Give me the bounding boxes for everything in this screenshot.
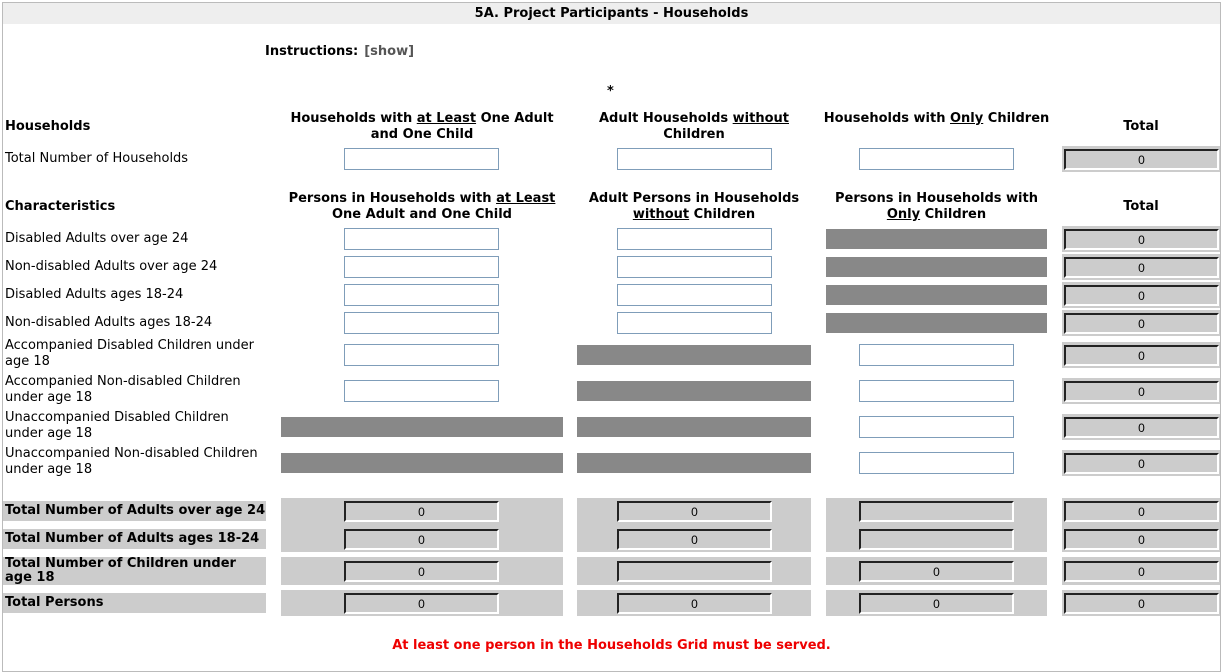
characteristic-row-2-input-col1[interactable]: [344, 256, 499, 278]
header-text: Children: [689, 207, 756, 222]
characteristic-row-1-total-value: [1064, 229, 1219, 250]
characteristic-row-8-input-col3[interactable]: [859, 452, 1014, 474]
characteristic-row-5-label: Accompanied Disabled Children under age 18: [5, 338, 254, 369]
header-text: Households with: [823, 111, 950, 126]
totals-row-1-col3: [859, 501, 1014, 522]
characteristic-row-1-input-col1[interactable]: [344, 228, 499, 250]
header-text: Children: [920, 207, 987, 222]
characteristic-row-5-input-col1[interactable]: [344, 344, 499, 366]
characteristic-row-5-disabled-cell-col2: [577, 345, 811, 365]
characteristic-row-2-total-value: [1064, 257, 1219, 278]
header-text: Persons in Households with: [288, 191, 497, 206]
characteristic-row-1-label: Disabled Adults over age 24: [5, 231, 189, 246]
households-header-3: [821, 111, 1052, 127]
totals-row-2-col3: [859, 529, 1014, 550]
characteristic-row-7-label: Unaccompanied Disabled Children under age 18: [5, 410, 229, 441]
header-text: Adult Persons in Households: [588, 191, 800, 206]
validation-message: At least one person in the Households Grid must be served.: [392, 638, 831, 653]
totals-row-4-col4: [1064, 593, 1219, 614]
totals-row-label: Total Number of Adults ages 18-24: [3, 529, 266, 549]
characteristics-header-3: [821, 191, 1052, 223]
households-header-4: [1057, 119, 1223, 135]
characteristic-row-4-disabled-cell-col3: [826, 313, 1047, 333]
characteristic-row-7-input-col3[interactable]: [859, 416, 1014, 438]
characteristics-header-1: [276, 191, 568, 223]
totals-row-4-col2: [617, 593, 772, 614]
characteristic-row-7-disabled-cell-col2: [577, 417, 811, 437]
characteristic-row-6-label: Accompanied Non-disabled Children under age 18: [5, 374, 241, 405]
totals-row-4-col1: [344, 593, 499, 614]
characteristic-row-6-disabled-cell-col2: [577, 381, 811, 401]
header-text: Total: [1123, 199, 1159, 214]
totals-row-label: Total Number of Adults over age 24: [3, 501, 266, 521]
totals-row-3-col3: [859, 561, 1014, 582]
totals-row-3-col2: [617, 561, 772, 582]
characteristics-header-4: [1057, 199, 1223, 215]
totals-row-label: Total Persons: [3, 593, 266, 613]
instructions-show-link[interactable]: [show]: [364, 44, 415, 59]
characteristic-row-4-input-col1[interactable]: [344, 312, 499, 334]
characteristic-row-4-total-value: [1064, 313, 1219, 334]
header-text: Only: [886, 207, 921, 222]
characteristic-row-8-total-value: [1064, 453, 1219, 474]
header-text: at Least: [416, 111, 477, 126]
header-text: Adult Households: [599, 111, 733, 126]
characteristic-row-6-input-col3[interactable]: [859, 380, 1014, 402]
header-text: Only: [950, 111, 984, 126]
totals-row-3-col1: [344, 561, 499, 582]
totals-row-3-col4: [1064, 561, 1219, 582]
characteristic-row-3-input-col1[interactable]: [344, 284, 499, 306]
totals-row-2-col2: [617, 529, 772, 550]
characteristic-row-7-total-value: [1064, 417, 1219, 438]
totals-row-2-col1: [344, 529, 499, 550]
characteristic-row-1-disabled-cell-col3: [826, 229, 1047, 249]
header-text: Households with: [290, 111, 417, 126]
header-text: One Adult and One Child: [332, 207, 512, 222]
header-text: without: [632, 207, 690, 222]
totals-row-label: Total Number of Children under age 18: [3, 557, 266, 585]
characteristic-row-4-label: Non-disabled Adults ages 18-24: [5, 315, 213, 330]
characteristic-row-7-disabled-cell-col1: [281, 417, 563, 437]
characteristic-row-8-disabled-cell-col1: [281, 453, 563, 473]
characteristic-row-3-label: Disabled Adults ages 18-24: [5, 287, 184, 302]
households-row-label: Total Number of Households: [5, 151, 189, 166]
characteristic-row-3-input-col2[interactable]: [617, 284, 772, 306]
characteristics-section-label: Characteristics: [5, 199, 116, 214]
characteristic-row-5-input-col3[interactable]: [859, 344, 1014, 366]
characteristic-row-8-disabled-cell-col2: [577, 453, 811, 473]
characteristic-row-2-disabled-cell-col3: [826, 257, 1047, 277]
totals-row-1-col2: [617, 501, 772, 522]
section-title: 5A. Project Participants - Households: [3, 3, 1220, 24]
characteristic-row-2-label: Non-disabled Adults over age 24: [5, 259, 218, 274]
required-marker: *: [607, 84, 614, 99]
totals-row-1-col4: [1064, 501, 1219, 522]
households-row-input-col3[interactable]: [859, 148, 1014, 170]
households-header-2: [572, 111, 816, 143]
characteristics-header-2: [572, 191, 816, 223]
characteristic-row-4-input-col2[interactable]: [617, 312, 772, 334]
characteristic-row-1-input-col2[interactable]: [617, 228, 772, 250]
instructions: [265, 44, 414, 59]
totals-row-1-col1: [344, 501, 499, 522]
header-text: One Adult and One Child: [370, 111, 554, 142]
header-text: without: [732, 111, 789, 126]
characteristic-row-8-label: Unaccompanied Non-disabled Children under age 18: [5, 446, 258, 477]
totals-row-2-col4: [1064, 529, 1219, 550]
header-text: Persons in Households with: [835, 191, 1038, 206]
characteristic-row-5-total-value: [1064, 345, 1219, 366]
households-header-1: [276, 111, 568, 143]
households-row-input-col2[interactable]: [617, 148, 772, 170]
characteristic-row-3-total-value: [1064, 285, 1219, 306]
characteristic-row-6-total-value: [1064, 381, 1219, 402]
instructions-label: Instructions:: [265, 44, 359, 59]
characteristic-row-6-input-col1[interactable]: [344, 380, 499, 402]
header-text: at Least: [496, 191, 556, 206]
households-section-label: Households: [5, 119, 91, 134]
characteristic-row-3-disabled-cell-col3: [826, 285, 1047, 305]
header-text: Children: [663, 127, 725, 142]
totals-row-4-col3: [859, 593, 1014, 614]
header-text: Children: [983, 111, 1050, 126]
characteristic-row-2-input-col2[interactable]: [617, 256, 772, 278]
households-row-total-value: [1064, 149, 1219, 170]
households-row-input-col1[interactable]: [344, 148, 499, 170]
header-text: Total: [1123, 119, 1159, 134]
